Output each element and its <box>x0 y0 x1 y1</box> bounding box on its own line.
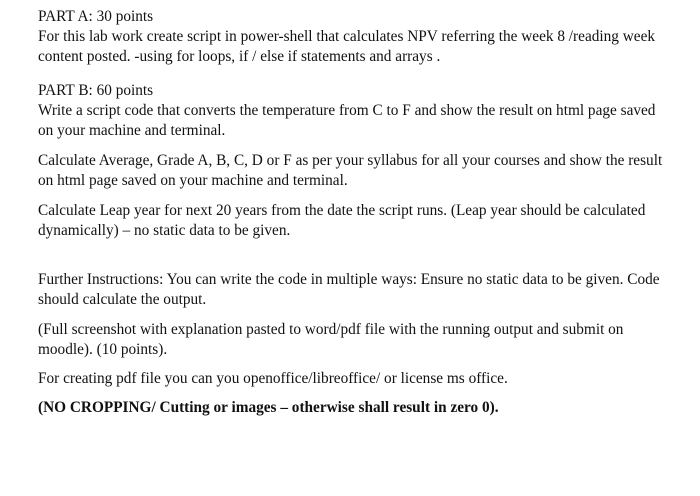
part-a-heading: PART A: 30 points <box>38 8 154 25</box>
document-body <box>38 7 688 418</box>
part-b-task1-line-2: on your machine and terminal. <box>38 122 226 139</box>
part-b-task1-line-1: Write a script code that converts the temperature from C to F and show the result on html page saved <box>38 102 656 119</box>
part-b-task2 <box>38 151 688 191</box>
part-b-task2-line-2: on html page saved on your machine and terminal. <box>38 172 348 189</box>
warning-note <box>38 398 688 418</box>
part-b-task3-line-1: Calculate Leap year for next 20 years from the date the script runs. (Leap year should be calculated <box>38 202 646 219</box>
part-b-task2-line-1: Calculate Average, Grade A, B, C, D or F as per your syllabus for all your courses and show the result <box>38 152 663 169</box>
further-instructions-line-1: Further Instructions: You can write the code in multiple ways: Ensure no static data to be given. Code <box>38 271 660 288</box>
part-b-task3 <box>38 201 688 241</box>
screenshot-note-line-2: moodle). (10 points). <box>38 341 168 358</box>
further-instructions-line-2: should calculate the output. <box>38 291 207 308</box>
part-b-section <box>38 81 688 141</box>
screenshot-note-line-1: (Full screenshot with explanation pasted to word/pdf file with the running output and submit on <box>38 321 624 338</box>
pdf-note-line: For creating pdf file you can you openoffice/libreoffice/ or license ms office. <box>38 370 508 387</box>
pdf-note <box>38 369 688 389</box>
screenshot-note <box>38 320 688 360</box>
part-b-task3-line-2: dynamically) – no static data to be given. <box>38 222 291 239</box>
part-a-text-line-1: For this lab work create script in power-shell that calculates NPV referring the week 8 /reading week <box>38 28 656 45</box>
part-a-section <box>38 7 688 67</box>
warning-note-line: (NO CROPPING/ Cutting or images – otherwise shall result in zero 0). <box>38 399 499 416</box>
part-b-heading: PART B: 60 points <box>38 82 154 99</box>
further-instructions <box>38 270 688 310</box>
part-a-text-line-2: content posted. -using for loops, if / else if statements and arrays . <box>38 48 441 65</box>
